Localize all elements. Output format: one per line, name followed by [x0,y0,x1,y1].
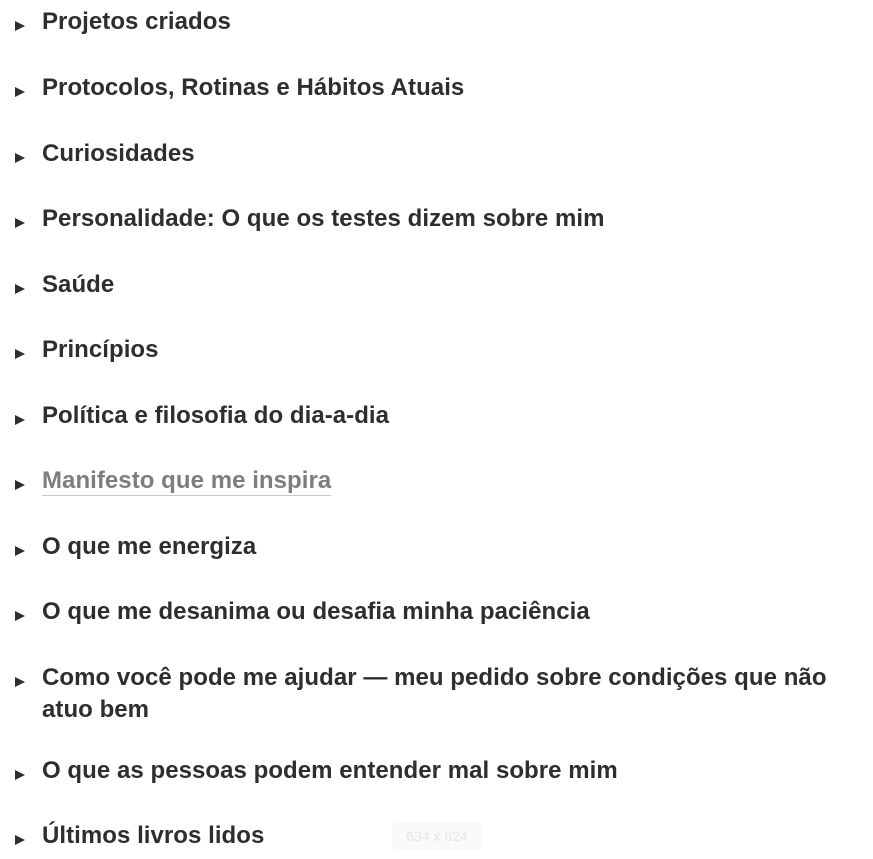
toggle-label: Projetos criados [42,8,231,35]
triangle-right-icon[interactable] [15,284,25,294]
toggle-item-politica[interactable] [0,400,873,440]
triangle-right-icon[interactable] [15,677,25,687]
toggle-item-saude[interactable] [0,269,873,309]
triangle-right-icon[interactable] [15,21,25,31]
triangle-right-icon[interactable] [15,153,25,163]
image-size-badge: 634 x 624 [392,822,482,850]
toggle-label: Política e filosofia do dia-a-dia [42,402,390,429]
triangle-right-icon[interactable] [15,770,25,780]
toggle-item-energiza[interactable] [0,531,873,571]
toggle-label: O que as pessoas podem entender mal sobre mim [42,757,618,784]
toggle-label: O que me energiza [42,533,257,560]
toggle-item-entender-mal[interactable] [0,755,873,795]
toggle-label: Personalidade: O que os testes dizem sobre mim [42,205,605,232]
toggle-label: Protocolos, Rotinas e Hábitos Atuais [42,74,465,101]
toggle-item-projetos[interactable] [0,6,873,46]
toggle-item-desanima[interactable] [0,596,873,636]
toggle-item-protocolos[interactable] [0,72,873,112]
toggle-item-ajudar[interactable] [0,662,873,734]
toggle-label: Como você pode me ajudar — meu pedido sobre condições que não atuo bem [42,664,827,723]
toggle-label: Últimos livros lidos [42,822,265,849]
triangle-right-icon[interactable] [15,546,25,556]
toggle-item-livros[interactable] [0,820,873,859]
triangle-right-icon[interactable] [15,218,25,228]
toggle-label: Princípios [42,336,159,363]
toggle-label: Saúde [42,271,115,298]
triangle-right-icon[interactable] [15,480,25,490]
triangle-right-icon[interactable] [15,415,25,425]
toggle-item-principios[interactable] [0,334,873,374]
triangle-right-icon[interactable] [15,87,25,97]
triangle-right-icon[interactable] [15,611,25,621]
manifesto-link[interactable]: Manifesto que me inspira [42,467,332,494]
toggle-item-personalidade[interactable] [0,203,873,243]
triangle-right-icon[interactable] [15,835,25,845]
toggle-label: O que me desanima ou desafia minha paciência [42,598,590,625]
toggle-label: Curiosidades [42,140,195,167]
toggle-item-curiosidades[interactable] [0,138,873,178]
triangle-right-icon[interactable] [15,349,25,359]
toggle-item-manifesto[interactable] [0,465,873,505]
